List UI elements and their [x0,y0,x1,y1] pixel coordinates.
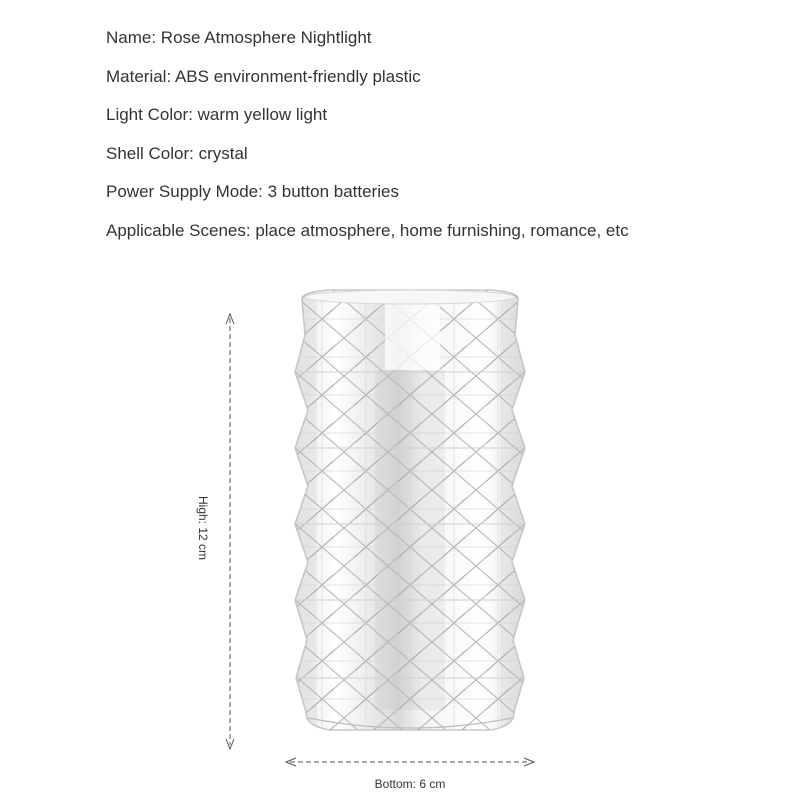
height-dimension-line [226,314,234,749]
spec-material: Material: ABS environment-friendly plastic [106,66,421,86]
crystal-lamp-image [290,290,530,735]
height-label: High: 12 cm [196,495,210,561]
spec-light-color: Light Color: warm yellow light [106,105,328,124]
bottom-dimension-line [286,758,534,766]
spec-shell-color: Shell Color: crystal [106,143,248,163]
bottom-label: Bottom: 6 cm [374,777,446,791]
spec-applicable-scenes: Applicable Scenes: place atmosphere, home furnishing, romance, etc [106,220,629,240]
spec-name: Name: Rose Atmosphere Nightlight [106,28,372,47]
spec-power-supply: Power Supply Mode: 3 button batteries [106,182,399,201]
